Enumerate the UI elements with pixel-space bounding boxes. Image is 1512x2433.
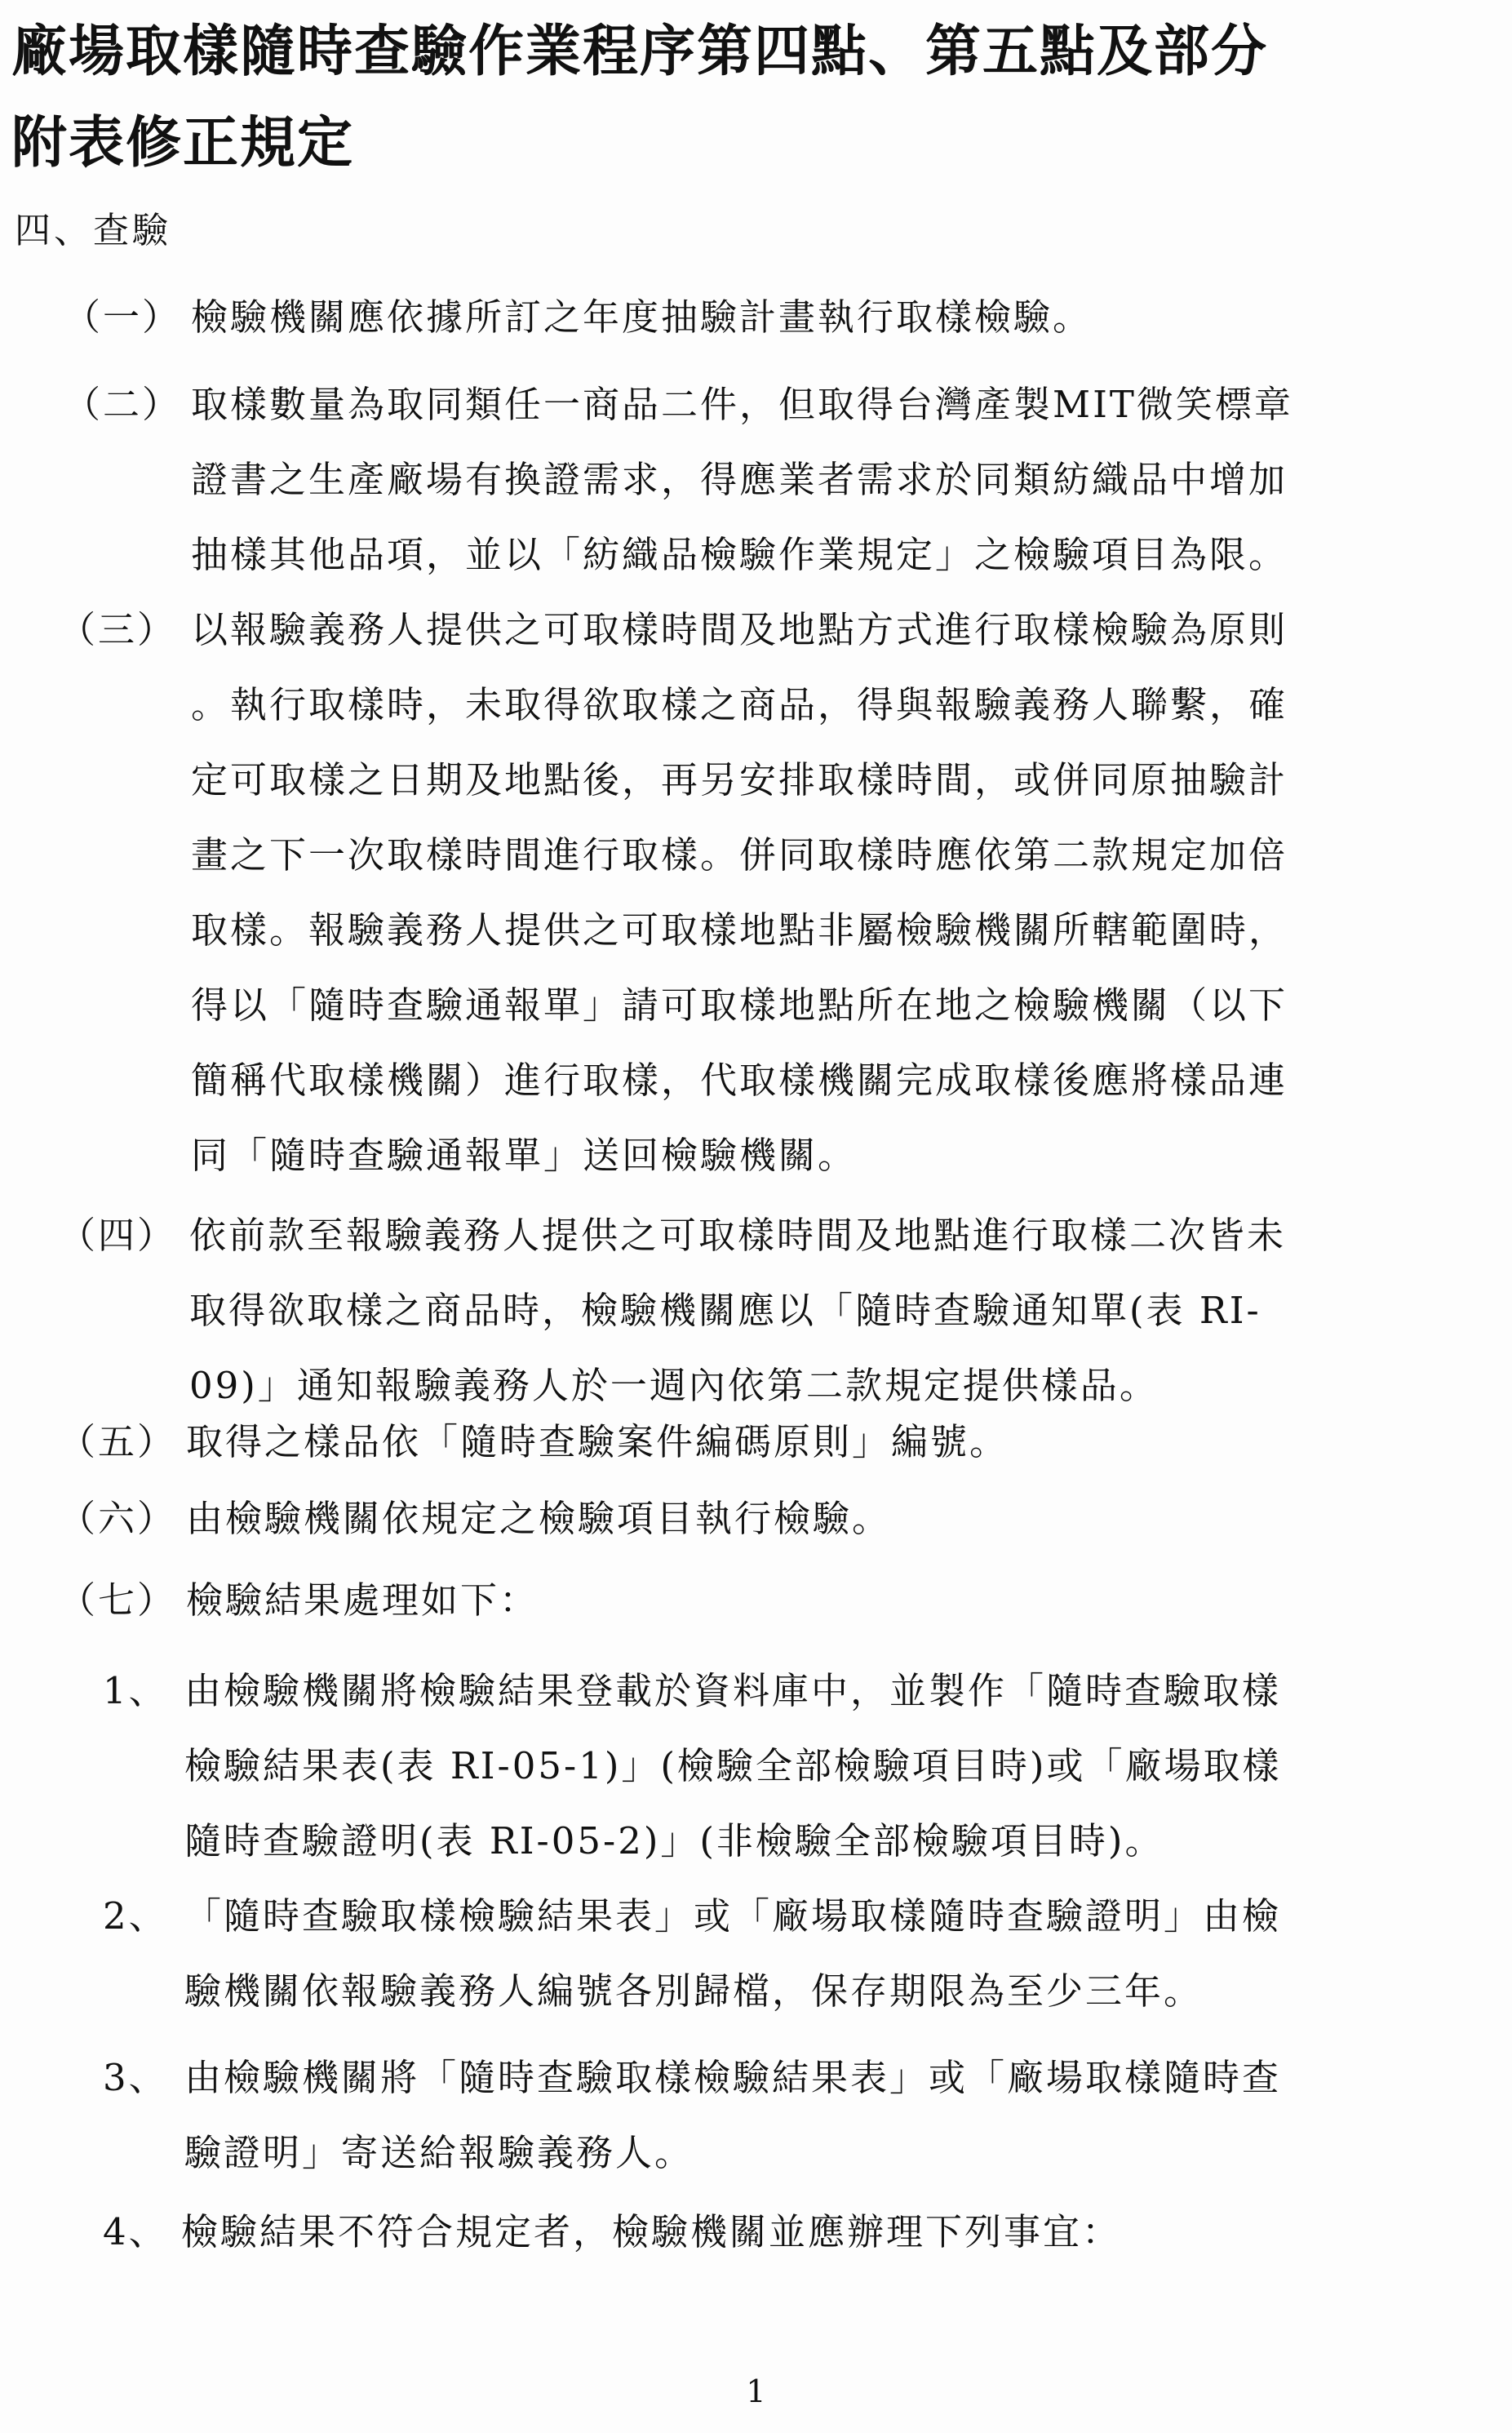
item-line: 驗機關依報驗義務人編號各別歸檔，保存期限為至少三年。 [184,1969,1204,2013]
item-marker: （六） [59,1497,177,1540]
subitem-marker: 2、 [103,1894,168,1938]
item-line: 得以「隨時查驗通報單」請可取樣地點所在地之檢驗機關（以下 [191,983,1288,1027]
item-marker: （二） [64,383,182,426]
item-marker: （五） [59,1420,177,1463]
item-line: 證書之生產廠場有換證需求，得應業者需求於同類紡織品中增加 [191,458,1288,501]
item-text [189,1198,1286,1423]
item-line: 檢驗機關應依據所訂之年度抽驗計畫執行取樣檢驗。 [191,295,1093,339]
subitem-text [184,1879,1281,2029]
item-line: 由檢驗機關將「隨時查驗取樣檢驗結果表」或「廠場取樣隨時查 [184,2056,1282,2099]
item-text [191,367,1293,593]
subitem-marker: 3、 [103,2056,168,2099]
item-line: 以報驗義務人提供之可取樣時間及地點方式進行取樣檢驗為原則 [191,608,1288,651]
item-line: 由檢驗機關將檢驗結果登載於資料庫中，並製作「隨時查驗取樣 [184,1669,1282,1712]
item-marker: （三） [59,608,177,651]
item-line: 取樣數量為取同類任一商品二件，但取得台灣產製MIT微笑標章 [191,383,1293,426]
item-line: 抽樣其他品項，並以「紡織品檢驗作業規定」之檢驗項目為限。 [191,533,1288,576]
title-line-2: 附表修正規定 [11,111,355,175]
item-marker: （七） [59,1578,177,1622]
item-line: 畫之下一次取樣時間進行取樣。併同取樣時應依第二款規定加倍 [191,833,1288,877]
item-line: 取樣。報驗義務人提供之可取樣地點非屬檢驗機關所轄範圍時， [191,908,1288,952]
item-line: 取得欲取樣之商品時，檢驗機關應以「隨時查驗通知單(表 RI- [189,1289,1261,1332]
item-line: 驗證明」寄送給報驗義務人。 [184,2131,694,2174]
item-marker: （一） [64,295,182,339]
subitem-text [181,2204,1121,2261]
document-title [11,7,1505,189]
item-line: 。執行取樣時，未取得欲取樣之商品，得與報驗義務人聯繫，確 [191,683,1288,726]
item-line: 同「隨時查驗通報單」送回檢驗機關。 [191,1134,858,1177]
subitem-text [184,2040,1281,2191]
item-line: 取得之樣品依「隨時查驗案件編碼原則」編號。 [186,1420,1009,1463]
section-heading: 四、查驗 [15,210,171,251]
item-text [191,289,1092,346]
subitem-marker: 1、 [103,1669,168,1712]
item-line: 定可取樣之日期及地點後，再另安排取樣時間，或併同原抽驗計 [191,758,1288,801]
item-line: 隨時查驗證明(表 RI-05-2)」(非檢驗全部檢驗項目時)。 [184,1819,1164,1862]
subitem-text [184,1654,1282,1879]
item-line: 「隨時查驗取樣檢驗結果表」或「廠場取樣隨時查驗證明」由檢 [184,1894,1282,1938]
item-line: 簡稱代取樣機關）進行取樣，代取樣機關完成取樣後應將樣品連 [191,1059,1288,1102]
item-text [191,593,1288,1193]
item-text [186,1572,539,1629]
item-line: 由檢驗機關依規定之檢驗項目執行檢驗。 [186,1497,892,1540]
item-text [186,1414,1009,1471]
item-line: 檢驗結果處理如下： [186,1578,539,1622]
item-line: 依前款至報驗義務人提供之可取樣時間及地點進行取樣二次皆未 [189,1214,1287,1257]
item-text [186,1490,891,1547]
title-line-1: 廠場取樣隨時查驗作業程序第四點、第五點及部分 [11,20,1269,84]
item-line: 09)」通知報驗義務人於一週內依第二款規定提供樣品。 [189,1364,1159,1407]
item-line: 檢驗結果不符合規定者，檢驗機關並應辦理下列事宜： [181,2210,1122,2253]
subitem-marker: 4、 [103,2210,168,2253]
item-line: 檢驗結果表(表 RI-05-1)」(檢驗全部檢驗項目時)或「廠場取樣 [184,1744,1282,1787]
page-number: 1 [746,2373,766,2409]
item-marker: （四） [59,1214,177,1257]
